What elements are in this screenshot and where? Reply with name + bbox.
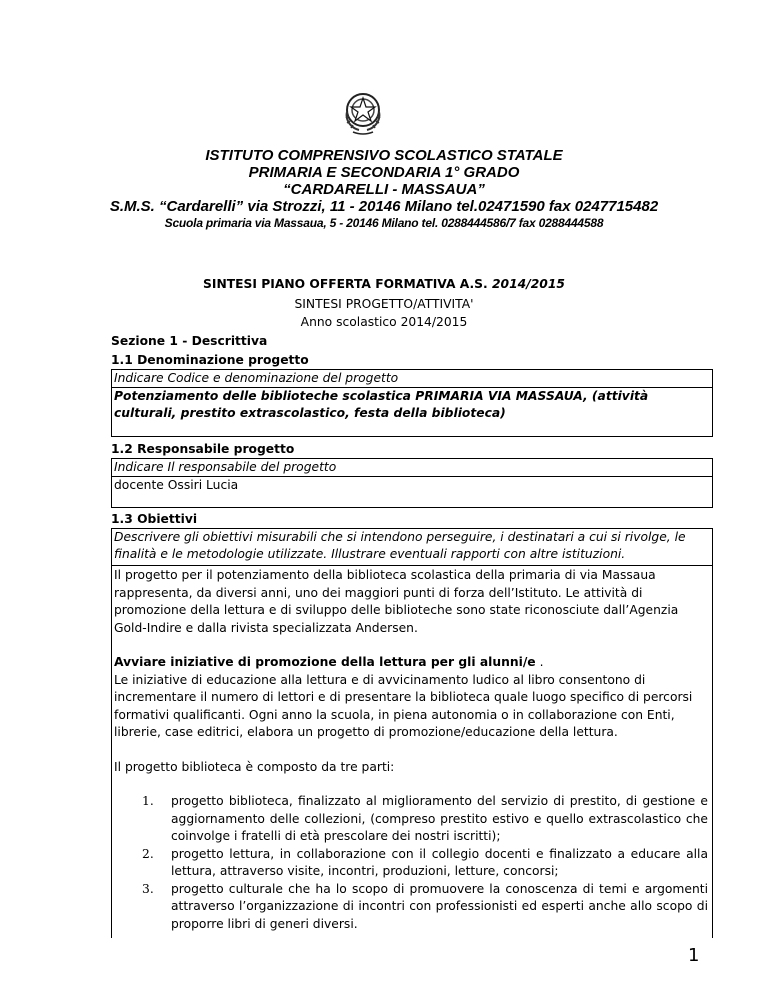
s12-hint: Indicare Il responsabile del progetto — [112, 459, 712, 477]
s12-box — [111, 458, 713, 508]
s12-title: 1.2 Responsabile progetto — [111, 442, 295, 456]
italian-republic-emblem-icon — [341, 86, 385, 138]
header-line-3: “CARDARELLI - MASSAUA” — [283, 181, 485, 198]
s13-paragraph-3: Il progetto biblioteca è composto da tre parti: — [114, 759, 395, 774]
header-line-2: PRIMARIA E SECONDARIA 1° GRADO — [248, 164, 520, 181]
section-title: Sezione 1 - Descrittiva — [111, 334, 268, 348]
project-summary-title: SINTESI PROGETTO/ATTIVITA' — [294, 297, 474, 311]
list-item: 1. progetto biblioteca, finalizzato al miglioramento del servizio di prestito, di gestione e aggiornamento delle collezioni, (compreso prestito estivo e quello extrascolastico che coinvolge i fratelli di età prescolare dei nostri iscritti); — [142, 794, 708, 843]
s13-title: 1.3 Obiettivi — [111, 512, 198, 526]
s13-bold-heading-line — [114, 654, 710, 672]
s13-bold-heading-tail: . — [535, 655, 544, 669]
s13-box — [111, 528, 713, 938]
pof-title-year: 2014/2015 — [492, 277, 565, 291]
list-item: 2. progetto lettura, in collaborazione con il collegio docenti e finalizzato a educare alla lettura, attraverso visite, incontri, produzioni, letture, concorsi; — [142, 846, 708, 878]
s13-hint: Descrivere gli obiettivi misurabili che si intendono perseguire, i destinatari a cui si rivolge, le finalità e le metodologie utilizzate. Illustrare eventuali rapporti con altre istituzioni. — [112, 529, 712, 566]
s11-value: Potenziamento delle biblioteche scolastica PRIMARIA VIA MASSAUA, (attività culturali, prestito extrascolastico, festa della biblioteca) — [114, 389, 649, 420]
s12-value: docente Ossiri Lucia — [114, 478, 239, 492]
page-number: 1 — [688, 945, 700, 966]
header-line-1: ISTITUTO COMPRENSIVO SCOLASTICO STATALE — [205, 147, 563, 164]
s13-paragraph-1: Il progetto per il potenziamento della biblioteca scolastica della primaria di via Massaua rappresenta, da diversi anni, uno dei maggiori punti di forza dell’Istituto. Le attività di promozione della lettura e di sviluppo delle biblioteche sono state riconosciute dall’Agenzia Gold-Indire e dalla rivista specializzata Andersen. — [114, 568, 679, 635]
school-year-title: Anno scolastico 2014/2015 — [300, 315, 468, 329]
s13-paragraph-2: Le iniziative di educazione alla lettura e di avvicinamento ludico al libro consentono di incrementare il numero di lettori e di presentare la biblioteca quale luogo specifico di percorsi formativi qualificanti. Ogni anno la scuola, in piena autonomia o in collaborazione con Enti, librerie, case editrici, elabora un progetto di promozione/educazione della lettura. — [114, 672, 693, 739]
s13-content — [112, 566, 712, 933]
header-line-5: Scuola primaria via Massaua, 5 - 20146 Milano tel. 0288444586/7 fax 0288444588 — [164, 216, 604, 230]
s11-hint: Indicare Codice e denominazione del progetto — [112, 370, 712, 388]
s13-bold-heading: Avviare iniziative di promozione della lettura per gli alunni/e — [114, 655, 536, 669]
pof-title-prefix: SINTESI PIANO OFFERTA FORMATIVA A.S. — [203, 277, 492, 291]
s11-title: 1.1 Denominazione progetto — [111, 353, 309, 367]
s13-parts-list — [142, 793, 708, 933]
pof-title — [0, 277, 768, 291]
s11-box — [111, 369, 713, 437]
header-line-4: S.M.S. “Cardarelli” via Strozzi, 11 - 20146 Milano tel.02471590 fax 0247715482 — [109, 198, 659, 215]
list-item: 3. progetto culturale che ha lo scopo di promuovere la conoscenza di temi e argomenti attraverso l’organizzazione di incontri con professionisti ed esperti anche allo scopo di proporre libri di generi diversi. — [142, 881, 708, 931]
